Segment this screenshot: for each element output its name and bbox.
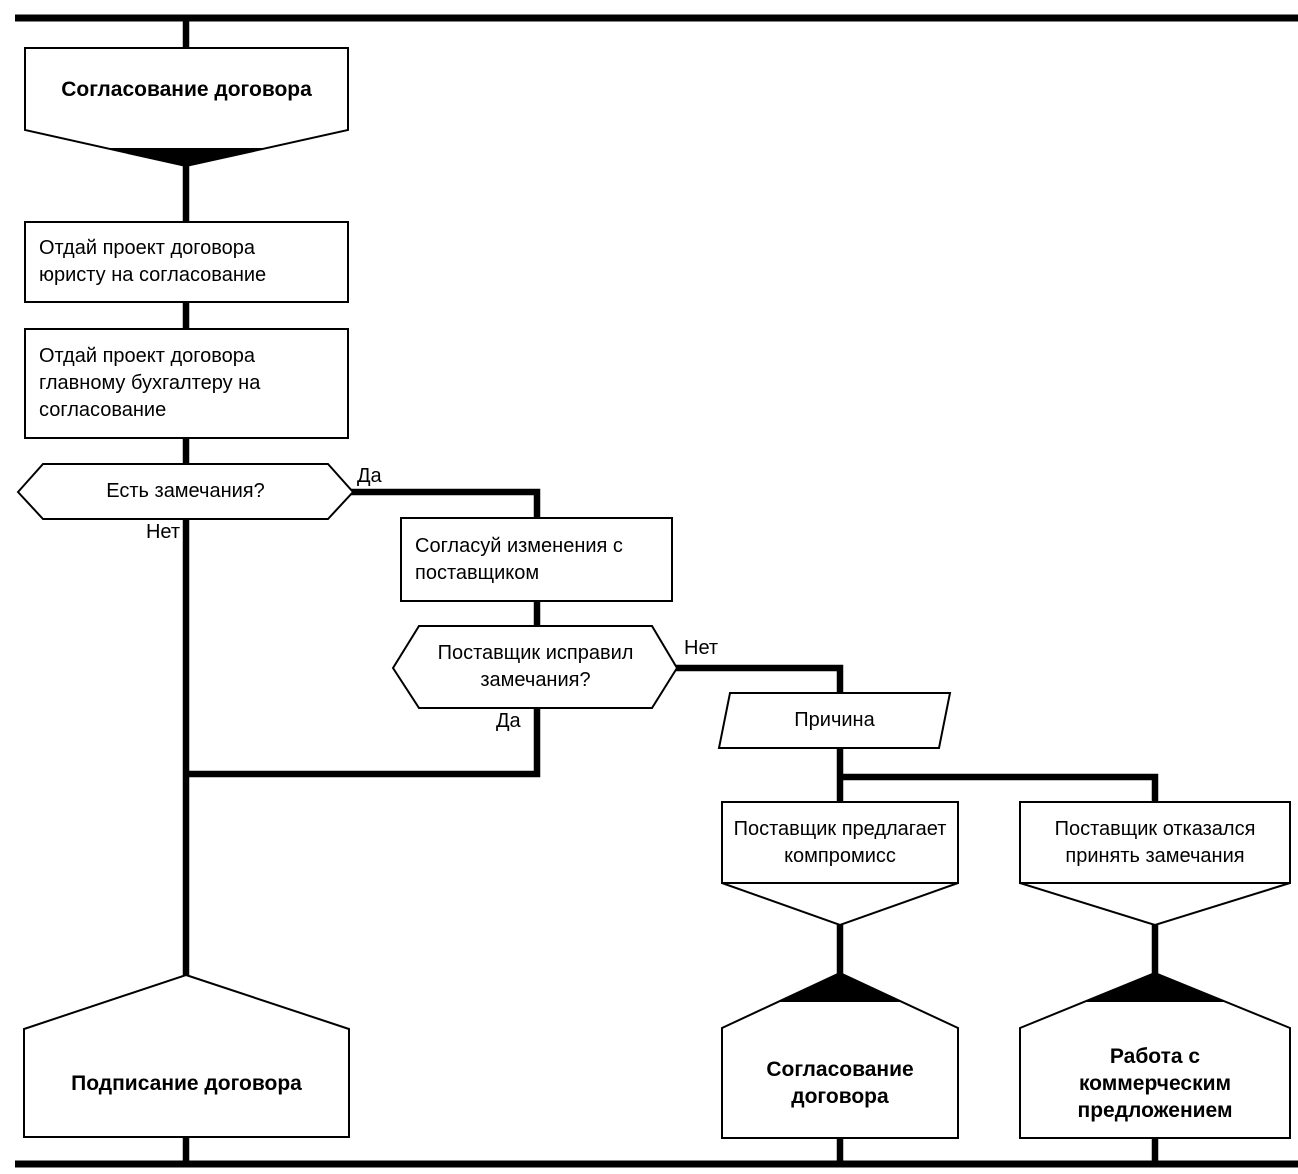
node-reason[interactable]	[719, 693, 950, 748]
has-remarks-label: Есть замечания?	[106, 480, 265, 502]
agreement-arrowhead-icon	[778, 973, 902, 1002]
sign-contract-label: Подписание договора	[71, 1071, 302, 1095]
node-compromise[interactable]	[722, 802, 958, 925]
edge-label-yes-remarks: Да	[357, 465, 382, 487]
node-agree-changes[interactable]	[401, 518, 672, 601]
connector-yes-fixed-join	[189, 706, 537, 774]
node-give-to-lawyer[interactable]	[25, 222, 348, 302]
node-sign-contract[interactable]	[24, 975, 349, 1137]
edge-label-no-fixed: Нет	[684, 637, 719, 659]
edge-label-yes-fixed: Да	[496, 710, 521, 732]
supplier-fixed-label: Поставщик исправил замечания?	[437, 642, 634, 691]
give-to-lawyer-label: Отдай проект договора юристу на согласование	[39, 237, 267, 286]
connector-branch-to-refused	[840, 777, 1155, 805]
node-refused[interactable]	[1020, 802, 1290, 925]
connector-no-fixed-to-reason	[675, 668, 840, 695]
agree-changes-label: Согласуй изменения с поставщиком	[415, 534, 623, 584]
node-supplier-fixed[interactable]	[393, 626, 677, 708]
node-give-to-accountant[interactable]	[25, 329, 348, 438]
start-label: Согласование договора	[61, 77, 312, 101]
start-arrowhead-icon	[106, 148, 267, 166]
node-has-remarks[interactable]	[18, 464, 353, 519]
commercial-offer-label: Работа с коммерческим предложением	[1077, 1044, 1233, 1122]
refused-label: Поставщик отказался принять замечания	[1054, 817, 1256, 867]
compromise-label: Поставщик предлагает компромисс	[733, 817, 947, 867]
give-to-accountant-label: Отдай проект договора главному бухгалтеру на согласование	[39, 345, 261, 421]
reason-label: Причина	[794, 709, 875, 731]
commercial-arrowhead-icon	[1084, 973, 1226, 1002]
contract-agreement-label: Согласование договора	[766, 1058, 914, 1108]
edge-label-no-remarks: Нет	[145, 521, 180, 543]
